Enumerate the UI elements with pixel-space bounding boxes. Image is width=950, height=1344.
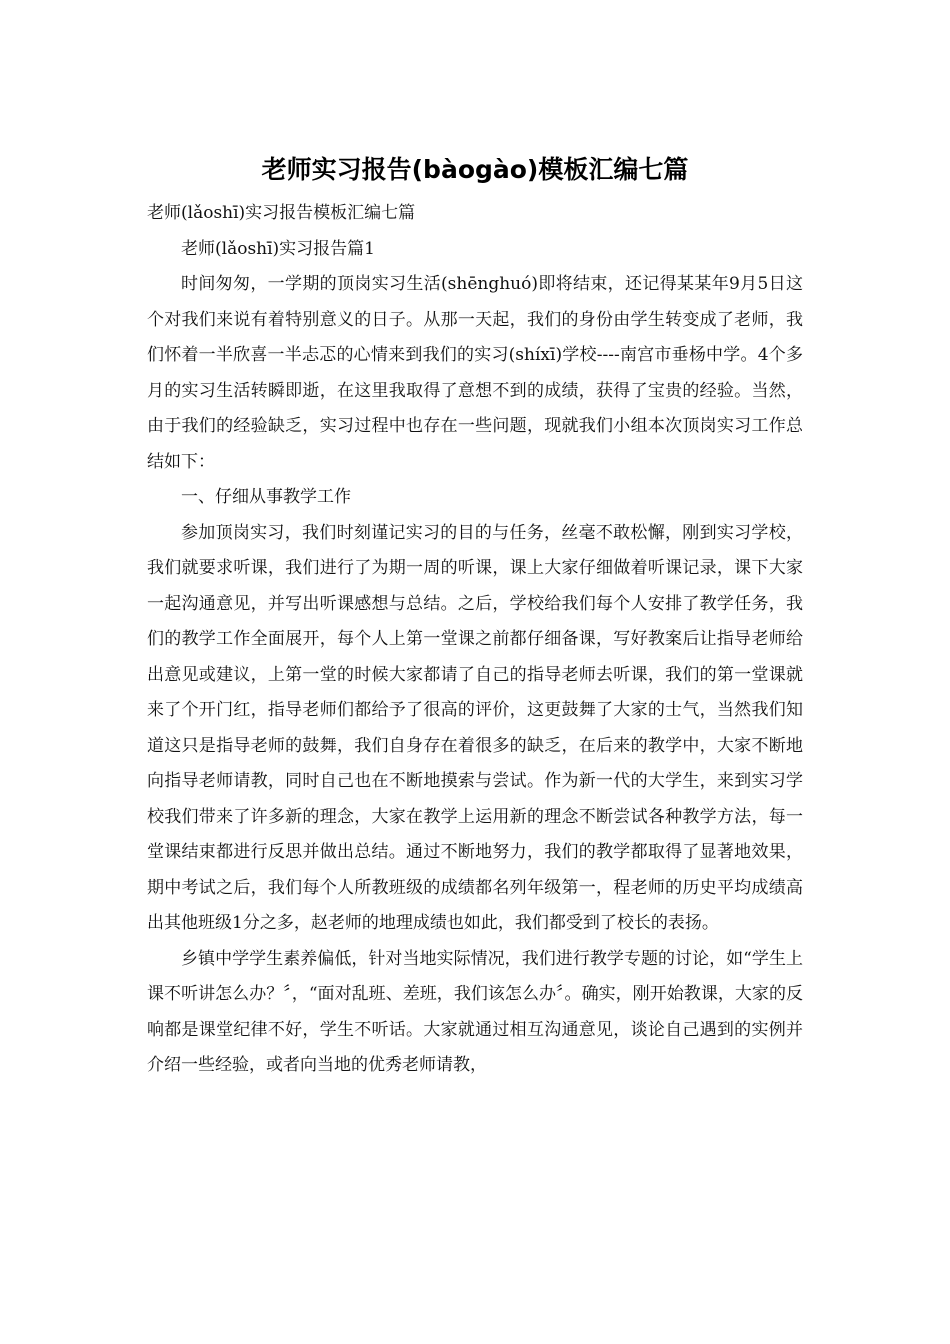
document-body	[147, 196, 803, 1084]
paragraph: 乡镇中学学生素养偏低，针对当地实际情况，我们进行教学专题的讨论，如“学生上课不听讲怎么办？〞，“面对乱班、差班，我们该怎么办〞。确实，刚开始教课，大家的反响都是课堂纪律不好，学生不听话。大家就通过相互沟通意见，谈论自己遇到的实例并介绍一些经验，或者向当地的优秀老师请教，	[147, 948, 803, 1075]
paragraph: 时间匆匆，一学期的顶岗实习生活(shēnghuó)即将结束，还记得某某年9月5日这个对我们来说有着特别意义的日子。从那一天起，我们的身份由学生转变成了老师，我们怀着一半欣喜一半忐忑的心情来到我们的实习(shíxī)学校----南宫市垂杨中学。4个多月的实习生活转瞬即逝，在这里我取得了意想不到的成绩，获得了宝贵的经验。当然，由于我们的经验缺乏，实习过程中也存在一些问题，现就我们小组本次顶岗实习工作总结如下：	[147, 274, 803, 472]
section-heading: 老师(lǎoshī)实习报告篇1	[181, 238, 375, 259]
document-subtitle: 老师(lǎoshī)实习报告模板汇编七篇	[147, 203, 416, 223]
paragraph: 参加顶岗实习，我们时刻谨记实习的目的与任务，丝毫不敢松懈，刚到实习学校，我们就要求听课，我们进行了为期一周的听课，课上大家仔细做着听课记录，课下大家一起沟通意见，并写出听课感想与总结。之后，学校给我们每个人安排了教学任务，我们的教学工作全面展开，每个人上第一堂课之前都仔细备课，写好教案后让指导老师给出意见或建议，上第一堂的时候大家都请了自己的指导老师去听课，我们的第一堂课就来了个开门红，指导老师们都给予了很高的评价，这更鼓舞了大家的士气，当然我们知道这只是指导老师的鼓舞，我们自身存在着很多的缺乏，在后来的教学中，大家不断地向指导老师请教，同时自己也在不断地摸索与尝试。作为新一代的大学生，来到实习学校我们带来了许多新的理念，大家在教学上运用新的理念不断尝试各种教学方法，每一堂课结束都进行反思并做出总结。通过不断地努力，我们的教学都取得了显著地效果，期中考试之后，我们每个人所教班级的成绩都名列年级第一，程老师的历史平均成绩高出其他班级1分之多，赵老师的地理成绩也如此，我们都受到了校长的表扬。	[147, 522, 803, 933]
document-title: 老师实习报告(bàogào)模板汇编七篇	[261, 155, 689, 184]
sub-heading: 一、仔细从事教学工作	[181, 487, 351, 507]
